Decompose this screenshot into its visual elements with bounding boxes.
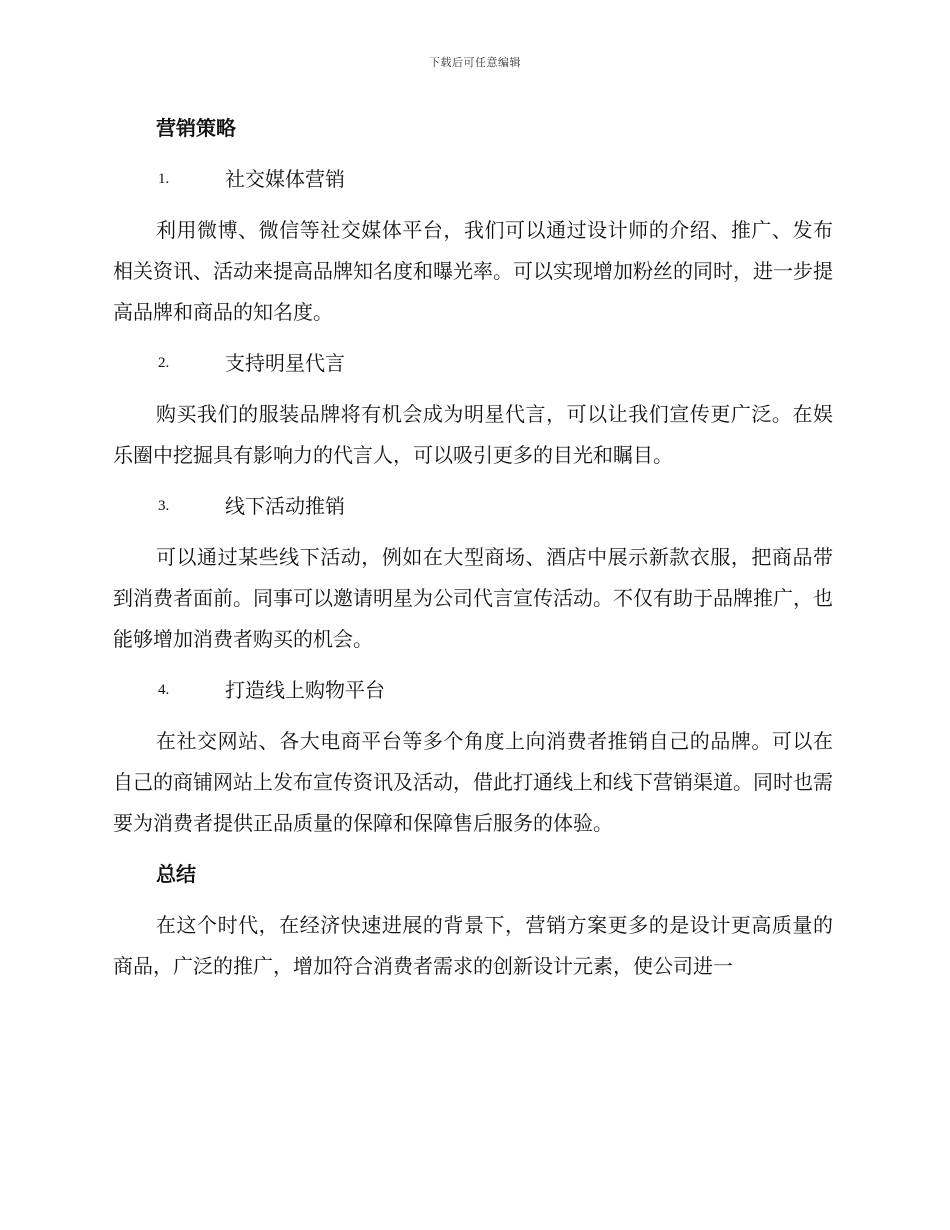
item-title: 社交媒体营销 xyxy=(225,167,345,191)
item-title: 打造线上购物平台 xyxy=(225,678,385,702)
numbered-item-1 xyxy=(113,159,833,200)
section-heading-marketing: 营销策略 xyxy=(156,116,236,140)
item-title: 线下活动推销 xyxy=(225,494,345,518)
item-number: 3. xyxy=(158,498,170,514)
item-number: 2. xyxy=(158,355,170,371)
item-body: 利用微博、微信等社交媒体平台，我们可以通过设计师的介绍、推广、发布相关资讯、活动来提高品牌知名度和曝光率。可以实现增加粉丝的同时，进一步提高品牌和商品的知名度。 xyxy=(113,218,833,324)
item-number: 4. xyxy=(158,682,170,698)
numbered-item-3 xyxy=(113,486,833,527)
item-body: 在社交网站、各大电商平台等多个角度上向消费者推销自己的品牌。可以在自己的商铺网站上发布宣传资讯及活动，借此打通线上和线下营销渠道。同时也需要为消费者提供正品质量的保障和保障售后服务的体验。 xyxy=(113,729,833,835)
numbered-item-2 xyxy=(113,343,833,384)
item-body: 购买我们的服装品牌将有机会成为明星代言，可以让我们宣传更广泛。在娱乐圈中挖掘具有影响力的代言人，可以吸引更多的目光和瞩目。 xyxy=(113,402,833,467)
numbered-item-4 xyxy=(113,670,833,711)
item-title: 支持明星代言 xyxy=(225,351,345,375)
page-header: 下载后可任意编辑 xyxy=(429,56,521,69)
summary-body: 在这个时代，在经济快速进展的背景下，营销方案更多的是设计更高质量的商品，广泛的推广，增加符合消费者需求的创新设计元素，使公司进一 xyxy=(113,913,833,978)
item-body: 可以通过某些线下活动，例如在大型商场、酒店中展示新款衣服，把商品带到消费者面前。同事可以邀请明星为公司代言宣传活动。不仅有助于品牌推广，也能够增加消费者购买的机会。 xyxy=(113,545,833,651)
item-number: 1. xyxy=(158,171,170,187)
document-content xyxy=(113,108,833,997)
section-heading-summary: 总结 xyxy=(156,862,196,886)
